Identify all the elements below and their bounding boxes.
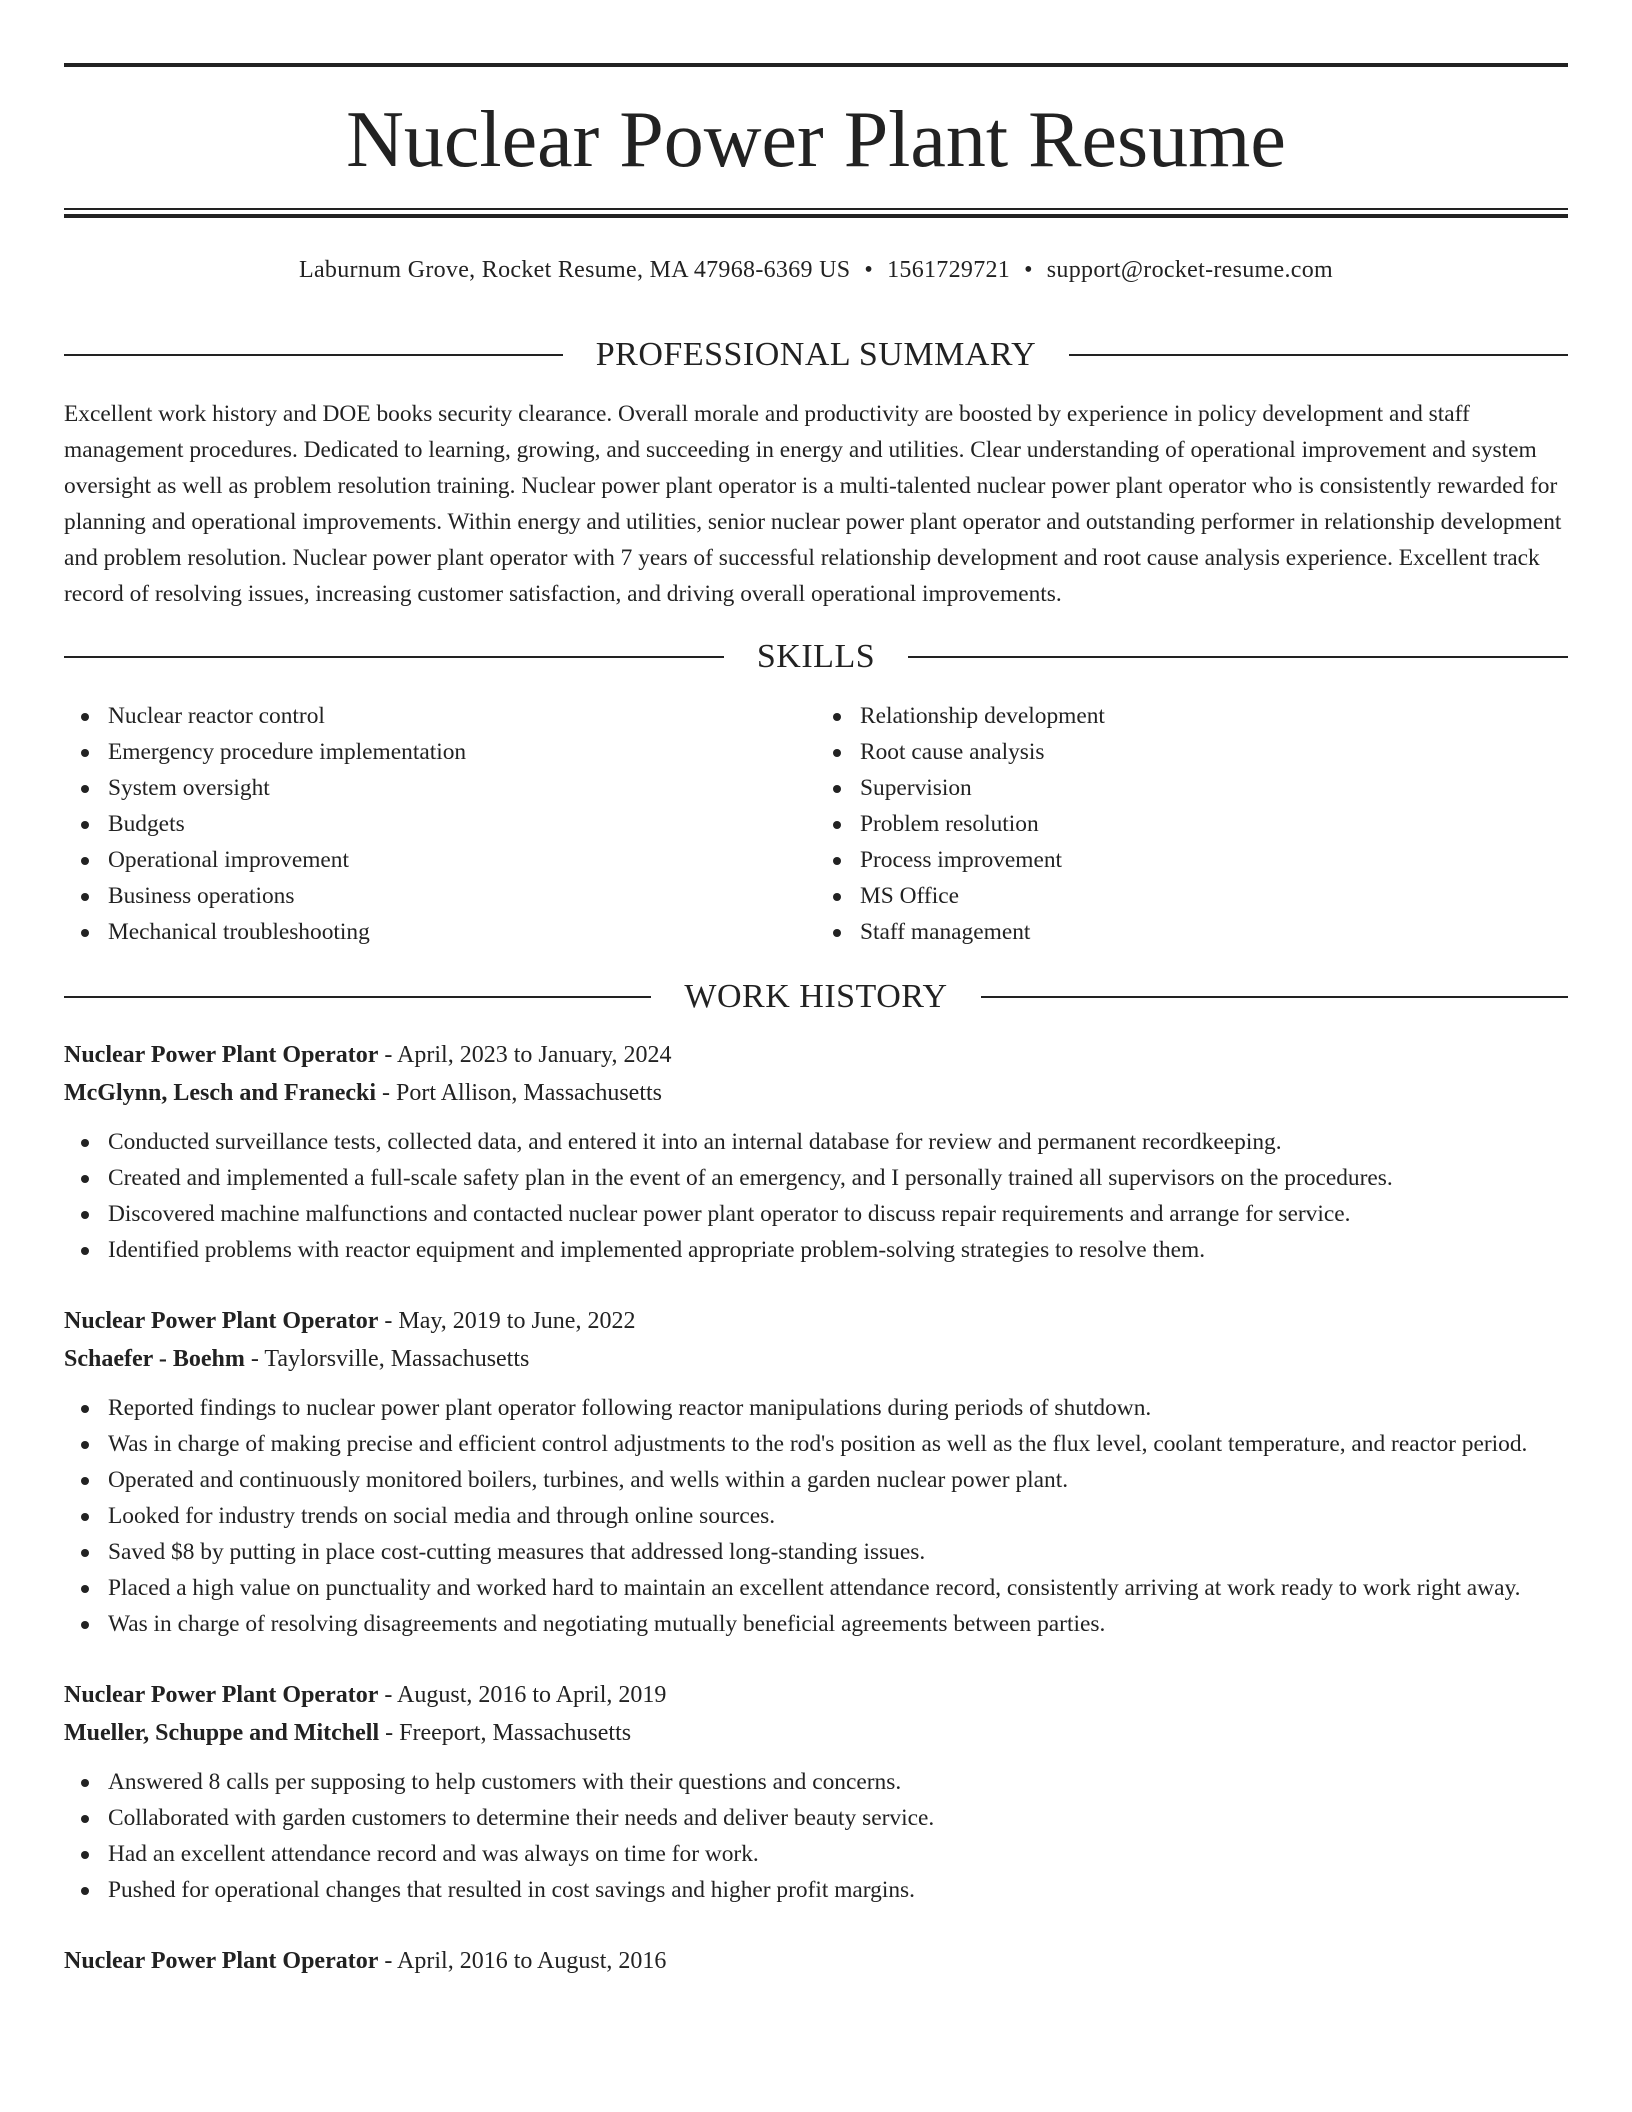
skill-label: Staff management: [860, 919, 1031, 945]
job-bullet: [108, 1570, 1568, 1606]
bullet-icon: [81, 1887, 89, 1895]
bullet-icon: [833, 821, 841, 829]
bullet-icon: [833, 713, 841, 721]
job-bullet: [108, 1232, 1568, 1268]
job-bullet: [108, 1426, 1568, 1462]
skill-item: [860, 698, 1568, 734]
skill-item: [860, 806, 1568, 842]
bullet-icon: [81, 713, 89, 721]
header-double-rule: [64, 208, 1568, 218]
contact-separator: •: [864, 257, 874, 283]
job-bullet-text: Was in charge of resolving disagreements and negotiating mutually beneficial agreements between parties.: [108, 1611, 1106, 1637]
job-title-line: [64, 1036, 1568, 1074]
skill-label: Relationship development: [860, 703, 1105, 729]
section-divider-line: [64, 354, 563, 356]
skill-item: [108, 842, 816, 878]
job-entry: [64, 1942, 1568, 1980]
job-entry: [64, 1302, 1568, 1642]
job-bullet: [108, 1534, 1568, 1570]
bullet-icon: [81, 1247, 89, 1255]
job-bullet-text: Placed a high value on punctuality and worked hard to maintain an excellent attendance record, consistently arriving at work ready to work right away.: [108, 1575, 1521, 1601]
job-bullet-text: Discovered machine malfunctions and contacted nuclear power plant operator to discuss repair requirements and arrange for service.: [108, 1201, 1351, 1227]
skill-item: [108, 914, 816, 950]
job-bullet: [108, 1498, 1568, 1534]
contact-email: support@rocket-resume.com: [1046, 257, 1333, 283]
job-company: McGlynn, Lesch and Franecki: [64, 1080, 377, 1106]
skill-label: Operational improvement: [108, 847, 349, 873]
bullet-icon: [81, 1585, 89, 1593]
bullet-icon: [81, 1175, 89, 1183]
skills-section-header: [64, 632, 1568, 682]
job-bullet: [108, 1764, 1568, 1800]
section-divider-line: [981, 996, 1568, 998]
job-company: Mueller, Schuppe and Mitchell: [64, 1720, 380, 1746]
bullet-icon: [81, 1405, 89, 1413]
job-bullet-text: Had an excellent attendance record and was always on time for work.: [108, 1841, 759, 1867]
job-bullet-text: Operated and continuously monitored boilers, turbines, and wells within a garden nuclear power plant.: [108, 1467, 1069, 1493]
job-bullet-text: Saved $8 by putting in place cost-cutting measures that addressed long-standing issues.: [108, 1539, 926, 1565]
bullet-icon: [833, 929, 841, 937]
skill-item: [860, 842, 1568, 878]
job-location: - Taylorsville, Massachusetts: [244, 1346, 530, 1372]
bullet-icon: [81, 821, 89, 829]
job-title: Nuclear Power Plant Operator: [64, 1042, 379, 1068]
job-bullet-text: Answered 8 calls per supposing to help customers with their questions and concerns.: [108, 1769, 902, 1795]
job-bullet-text: Conducted surveillance tests, collected data, and entered it into an internal database for review and permanent recordkeeping.: [108, 1129, 1282, 1155]
skill-item: [108, 698, 816, 734]
work-heading: WORK HISTORY: [684, 978, 948, 1015]
job-dates: - August, 2016 to April, 2019: [378, 1682, 667, 1708]
job-dates: - April, 2016 to August, 2016: [378, 1948, 667, 1974]
section-divider-line: [1069, 354, 1568, 356]
job-dates: - May, 2019 to June, 2022: [378, 1308, 636, 1334]
job-dates: - April, 2023 to January, 2024: [378, 1042, 672, 1068]
job-bullet: [108, 1124, 1568, 1160]
skill-label: Emergency procedure implementation: [108, 739, 467, 765]
job-bullet-text: Was in charge of making precise and efficient control adjustments to the rod's position as well as the flux level, coolant temperature, and reactor period.: [108, 1431, 1528, 1457]
skill-label: Process improvement: [860, 847, 1063, 873]
skill-item: [108, 734, 816, 770]
contact-line: [64, 252, 1568, 288]
section-divider-line: [908, 656, 1568, 658]
job-bullet-text: Identified problems with reactor equipment and implemented appropriate problem-solving strategies to resolve them.: [108, 1237, 1206, 1263]
header-top-rule: [64, 63, 1568, 67]
bullet-icon: [81, 1621, 89, 1629]
job-bullet-text: Collaborated with garden customers to determine their needs and deliver beauty service.: [108, 1805, 935, 1831]
job-company-line: [64, 1340, 1568, 1378]
skill-item: [108, 878, 816, 914]
bullet-icon: [81, 1549, 89, 1557]
bullet-icon: [81, 749, 89, 757]
summary-heading: PROFESSIONAL SUMMARY: [595, 336, 1037, 373]
job-bullets: [64, 1390, 1568, 1642]
skill-label: Problem resolution: [860, 811, 1039, 837]
bullet-icon: [833, 857, 841, 865]
contact-address: Laburnum Grove, Rocket Resume, MA 47968-6369 US: [299, 257, 851, 283]
bullet-icon: [81, 1851, 89, 1859]
bullet-icon: [81, 1779, 89, 1787]
skill-item: [860, 734, 1568, 770]
summary-text: Excellent work history and DOE books security clearance. Overall morale and productivity are boosted by experience in policy development and staff management procedures. Dedicated to learning, growing, and succeeding in energy and utilities. Clear understanding of operational improvement and system oversight as well as problem resolution training. Nuclear power plant operator is a multi-talented nuclear power plant operator who is consistently rewarded for planning and operational improvements. Within energy and utilities, senior nuclear power plant operator and outstanding performer in relationship development and problem resolution. Nuclear power plant operator with 7 years of successful relationship development and root cause analysis experience. Excellent track record of resolving issues, increasing customer satisfaction, and driving overall operational improvements.: [64, 401, 1562, 607]
skill-label: Mechanical troubleshooting: [108, 919, 370, 945]
bullet-icon: [81, 1139, 89, 1147]
job-entry: [64, 1676, 1568, 1908]
bullet-icon: [81, 1211, 89, 1219]
skill-label: Nuclear reactor control: [108, 703, 325, 729]
skills-heading: SKILLS: [756, 638, 876, 675]
job-bullet-text: Looked for industry trends on social media and through online sources.: [108, 1503, 776, 1529]
section-divider-line: [64, 996, 651, 998]
skill-label: Budgets: [108, 811, 185, 837]
job-title-line: [64, 1676, 1568, 1714]
summary-section-header: [64, 330, 1568, 380]
job-bullet: [108, 1836, 1568, 1872]
contact-phone: 1561729721: [887, 257, 1011, 283]
job-entry: [64, 1036, 1568, 1268]
bullet-icon: [833, 749, 841, 757]
job-bullet: [108, 1606, 1568, 1642]
skills-columns: [64, 698, 1568, 950]
job-bullet: [108, 1160, 1568, 1196]
job-bullets: [64, 1124, 1568, 1268]
job-bullet: [108, 1390, 1568, 1426]
skill-item: [860, 770, 1568, 806]
bullet-icon: [81, 1441, 89, 1449]
job-company: Schaefer - Boehm: [64, 1346, 245, 1372]
job-title: Nuclear Power Plant Operator: [64, 1682, 379, 1708]
skill-item: [860, 914, 1568, 950]
skill-item: [860, 878, 1568, 914]
contact-separator: •: [1024, 257, 1033, 283]
job-company-line: [64, 1074, 1568, 1112]
job-bullets: [64, 1764, 1568, 1908]
job-title-line: [64, 1942, 1568, 1980]
skill-label: Business operations: [108, 883, 295, 909]
bullet-icon: [81, 929, 89, 937]
bullet-icon: [833, 893, 841, 901]
job-title: Nuclear Power Plant Operator: [64, 1948, 379, 1974]
page-title: Nuclear Power Plant Resume: [346, 96, 1286, 184]
skill-item: [108, 806, 816, 842]
bullet-icon: [81, 857, 89, 865]
job-location: - Port Allison, Massachusetts: [376, 1080, 663, 1106]
skill-label: Root cause analysis: [860, 739, 1045, 765]
bullet-icon: [81, 1477, 89, 1485]
job-title-line: [64, 1302, 1568, 1340]
job-bullet-text: Created and implemented a full-scale safety plan in the event of an emergency, and I personally trained all supervisors on the procedures.: [108, 1165, 1393, 1191]
skills-list-left: [64, 698, 816, 950]
job-bullet-text: Reported findings to nuclear power plant operator following reactor manipulations during periods of shutdown.: [108, 1395, 1152, 1421]
bullet-icon: [81, 1815, 89, 1823]
job-bullet: [108, 1462, 1568, 1498]
job-bullet: [108, 1800, 1568, 1836]
section-divider-line: [64, 656, 724, 658]
job-title: Nuclear Power Plant Operator: [64, 1308, 379, 1334]
skill-label: MS Office: [860, 883, 959, 909]
job-bullet: [108, 1196, 1568, 1232]
work-section-header: [64, 972, 1568, 1022]
job-bullet-text: Pushed for operational changes that resulted in cost savings and higher profit margins.: [108, 1877, 916, 1903]
bullet-icon: [81, 1513, 89, 1521]
job-location: - Freeport, Massachusetts: [379, 1720, 632, 1746]
resume-content: [64, 330, 1568, 1980]
job-company-line: [64, 1714, 1568, 1752]
skills-list-right: [816, 698, 1568, 950]
bullet-icon: [81, 893, 89, 901]
job-bullet: [108, 1872, 1568, 1908]
bullet-icon: [833, 785, 841, 793]
skill-label: System oversight: [108, 775, 270, 801]
bullet-icon: [81, 785, 89, 793]
skill-label: Supervision: [860, 775, 972, 801]
skill-item: [108, 770, 816, 806]
